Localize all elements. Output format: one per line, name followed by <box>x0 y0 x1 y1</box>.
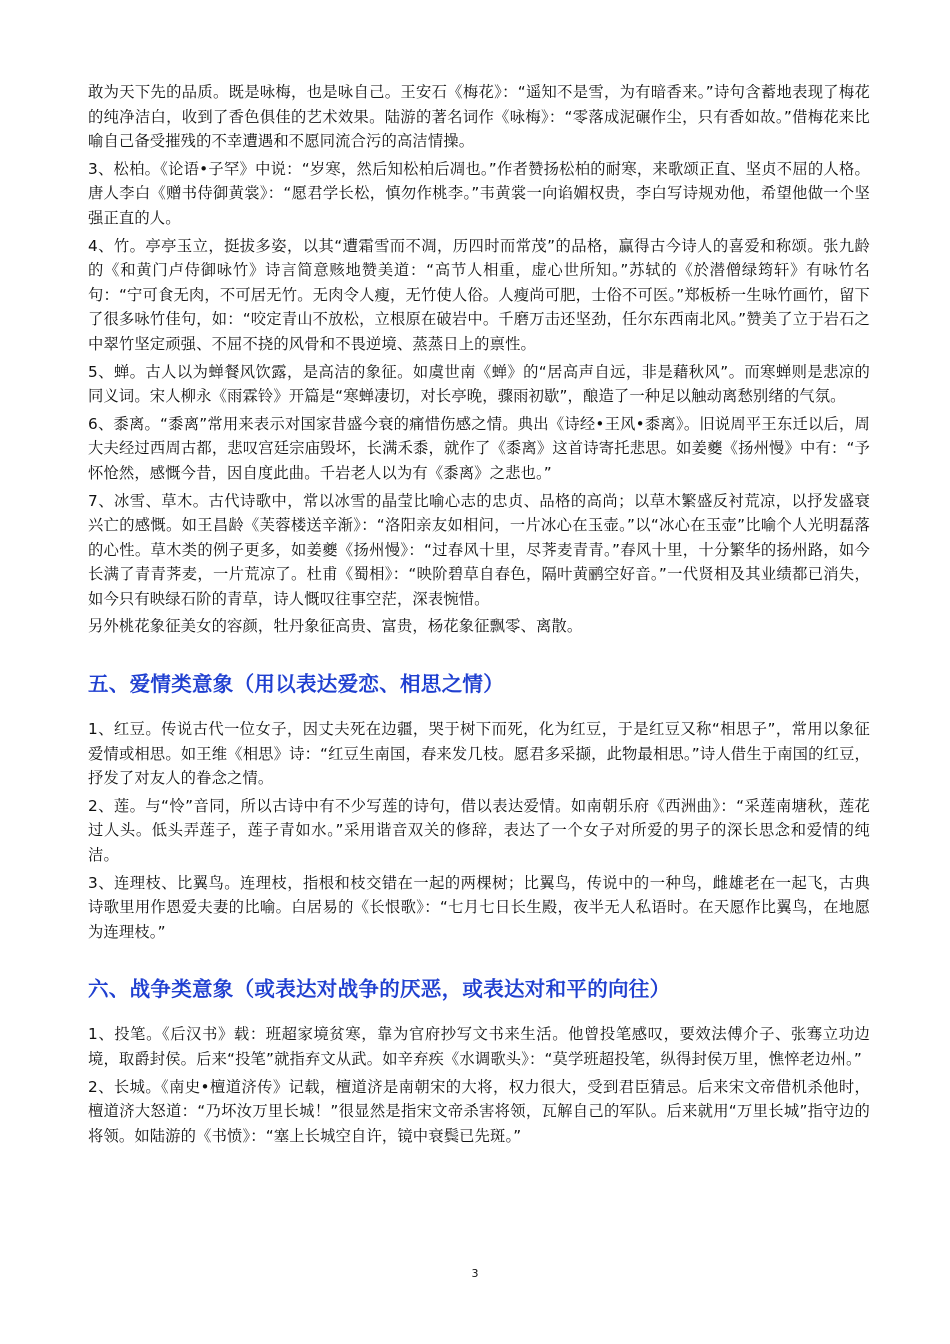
paragraph-intertwined-branches: 3、连理枝、比翼鸟。连理枝，指根和枝交错在一起的两棵树；比翼鸟，传说中的一种鸟，雌雄老在一起飞，古典诗歌里用作恩爱夫妻的比喻。白居易的《长恨歌》：“七月七日长生殿，夜半无人私语时。在天愿作比翼鸟，在地愿为连理枝。” <box>88 873 870 941</box>
paragraph-great-wall: 2、长城。《南史•檀道济传》记载，檀道济是南朝宋的大将，权力很大，受到君臣猜忌。后来宋文帝借机杀他时，檀道济大怒道：“乃坏汝万里长城！”很显然是指宋文帝杀害将领，瓦解自己的军队。后来就用“万里长城”指守边的将领。如陆游的《书愤》：“塞上长城空自许，镜中衰鬓已先斑。” <box>88 1077 870 1145</box>
paragraph-red-bean: 1、红豆。传说古代一位女子，因丈夫死在边疆，哭于树下而死，化为红豆，于是红豆又称“相思子”，常用以象征爱情或相思。如王维《相思》诗：“红豆生南国，春来发几枝。愿君多采撷，此物最相思。”诗人借生于南国的红豆，抒发了对友人的眷念之情。 <box>88 720 870 788</box>
section-heading-love: 五、爱情类意象（用以表达爱恋、相思之情） <box>88 672 504 697</box>
paragraph-throw-pen: 1、投笔。《后汉书》载：班超家境贫寒，靠为官府抄写文书来生活。他曾投笔感叹，要效法傅介子、张骞立功边境，取爵封侯。后来“投笔”就指弃文从武。如辛弃疾《水调歌头》：“莫学班超投笔，纵得封侯万里，憔悴老边州。” <box>88 1025 870 1068</box>
paragraph-ice-snow-plants: 7、冰雪、草木。古代诗歌中，常以冰雪的晶莹比喻心志的忠贞、品格的高尚；以草木繁盛反衬荒凉，以抒发盛衰兴亡的感慨。如王昌龄《芙蓉楼送辛渐》：“洛阳亲友如相问，一片冰心在玉壶。”以“冰心在玉壶”比喻个人光明磊落的心性。草木类的例子更多，如姜夔《扬州慢》：“过春风十里，尽荠麦青青。”春风十里，十分繁华的扬州路，如今长满了青青荠麦，一片荒凉了。杜甫《蜀相》：“映阶碧草自春色，隔叶黄鹂空好音。”一代贤相及其业绩都已消失，如今只有映绿石阶的青草，诗人慨叹往事空茫，深表惋惜。 <box>88 491 870 608</box>
intro-section <box>88 80 870 639</box>
paragraph-pine-cypress: 3、松柏。《论语•子罕》中说：“岁寒，然后知松柏后凋也。”作者赞扬松柏的耐寒，来歌颂正直、坚贞不屈的人格。唐人李白《赠书侍御黄裳》：“愿君学长松，慎勿作桃李。”韦黄裳一向谄媚权贵，李白写诗规劝他，希望他做一个坚强正直的人。 <box>88 159 870 227</box>
paragraph-bamboo: 4、竹。亭亭玉立，挺拔多姿，以其“遭霜雪而不凋，历四时而常茂”的品格，赢得古今诗人的喜爱和称颂。张九龄的《和黄门卢侍御咏竹》诗言简意赅地赞美道：“高节人相重，虚心世所知。”苏轼的《於潜僧绿筠轩》有咏竹名句：“宁可食无肉，不可居无竹。无肉令人瘦，无竹使人俗。人瘦尚可肥，士俗不可医。”郑板桥一生咏竹画竹，留下了很多咏竹佳句，如：“咬定青山不放松，立根原在破岩中。千磨万击还坚劲，任尔东西南北风。”赞美了立于岩石之中翠竹坚定顽强、不屈不挠的风骨和不畏逆境、蒸蒸日上的禀性。 <box>88 236 870 353</box>
page-number: 3 <box>471 1267 479 1280</box>
paragraph-millet: 6、黍离。“黍离”常用来表示对国家昔盛今衰的痛惜伤感之情。典出《诗经•王风•黍离》。旧说周平王东迁以后，周大夫经过西周古都，悲叹宫廷宗庙毁坏，长满禾黍，就作了《黍离》这首诗寄托悲思。如姜夔《扬州慢》中有：“予怀怆然，感慨今昔，因自度此曲。千岩老人以为有《黍离》之悲也。” <box>88 414 870 482</box>
paragraph-plum-continued: 敢为天下先的品质。既是咏梅，也是咏自己。王安石《梅花》：“遥知不是雪，为有暗香来。”诗句含蓄地表现了梅花的纯净洁白，收到了香色俱佳的艺术效果。陆游的著名词作《咏梅》：“零落成泥碾作尘，只有香如故。”借梅花来比喻自己备受摧残的不幸遭遇和不愿同流合污的高洁情操。 <box>88 83 870 151</box>
paragraph-lotus: 2、莲。与“怜”音同，所以古诗中有不少写莲的诗句，借以表达爱情。如南朝乐府《西洲曲》：“采莲南塘秋，莲花过人头。低头弄莲子，莲子青如水。”采用谐音双关的修辞，表达了一个女子对所爱的男子的深长思念和爱情的纯洁。 <box>88 796 870 865</box>
section-heading-war: 六、战争类意象（或表达对战争的厌恶，或表达对和平的向往） <box>88 977 671 1002</box>
paragraph-other-flowers: 另外桃花象征美女的容颜，牡丹象征高贵、富贵，杨花象征飘零、离散。 <box>88 617 583 636</box>
section-war <box>88 1022 870 1148</box>
section-love <box>88 717 870 944</box>
paragraph-cicada: 5、蝉。古人以为蝉餐风饮露，是高洁的象征。如虞世南《蝉》的“居高声自远，非是藉秋风”。而寒蝉则是悲凉的同义词。宋人柳永《雨霖铃》开篇是“寒蝉凄切，对长亭晚，骤雨初歇”，酿造了一种足以触动离愁别绪的气氛。 <box>88 362 870 406</box>
document-page <box>88 80 870 1151</box>
